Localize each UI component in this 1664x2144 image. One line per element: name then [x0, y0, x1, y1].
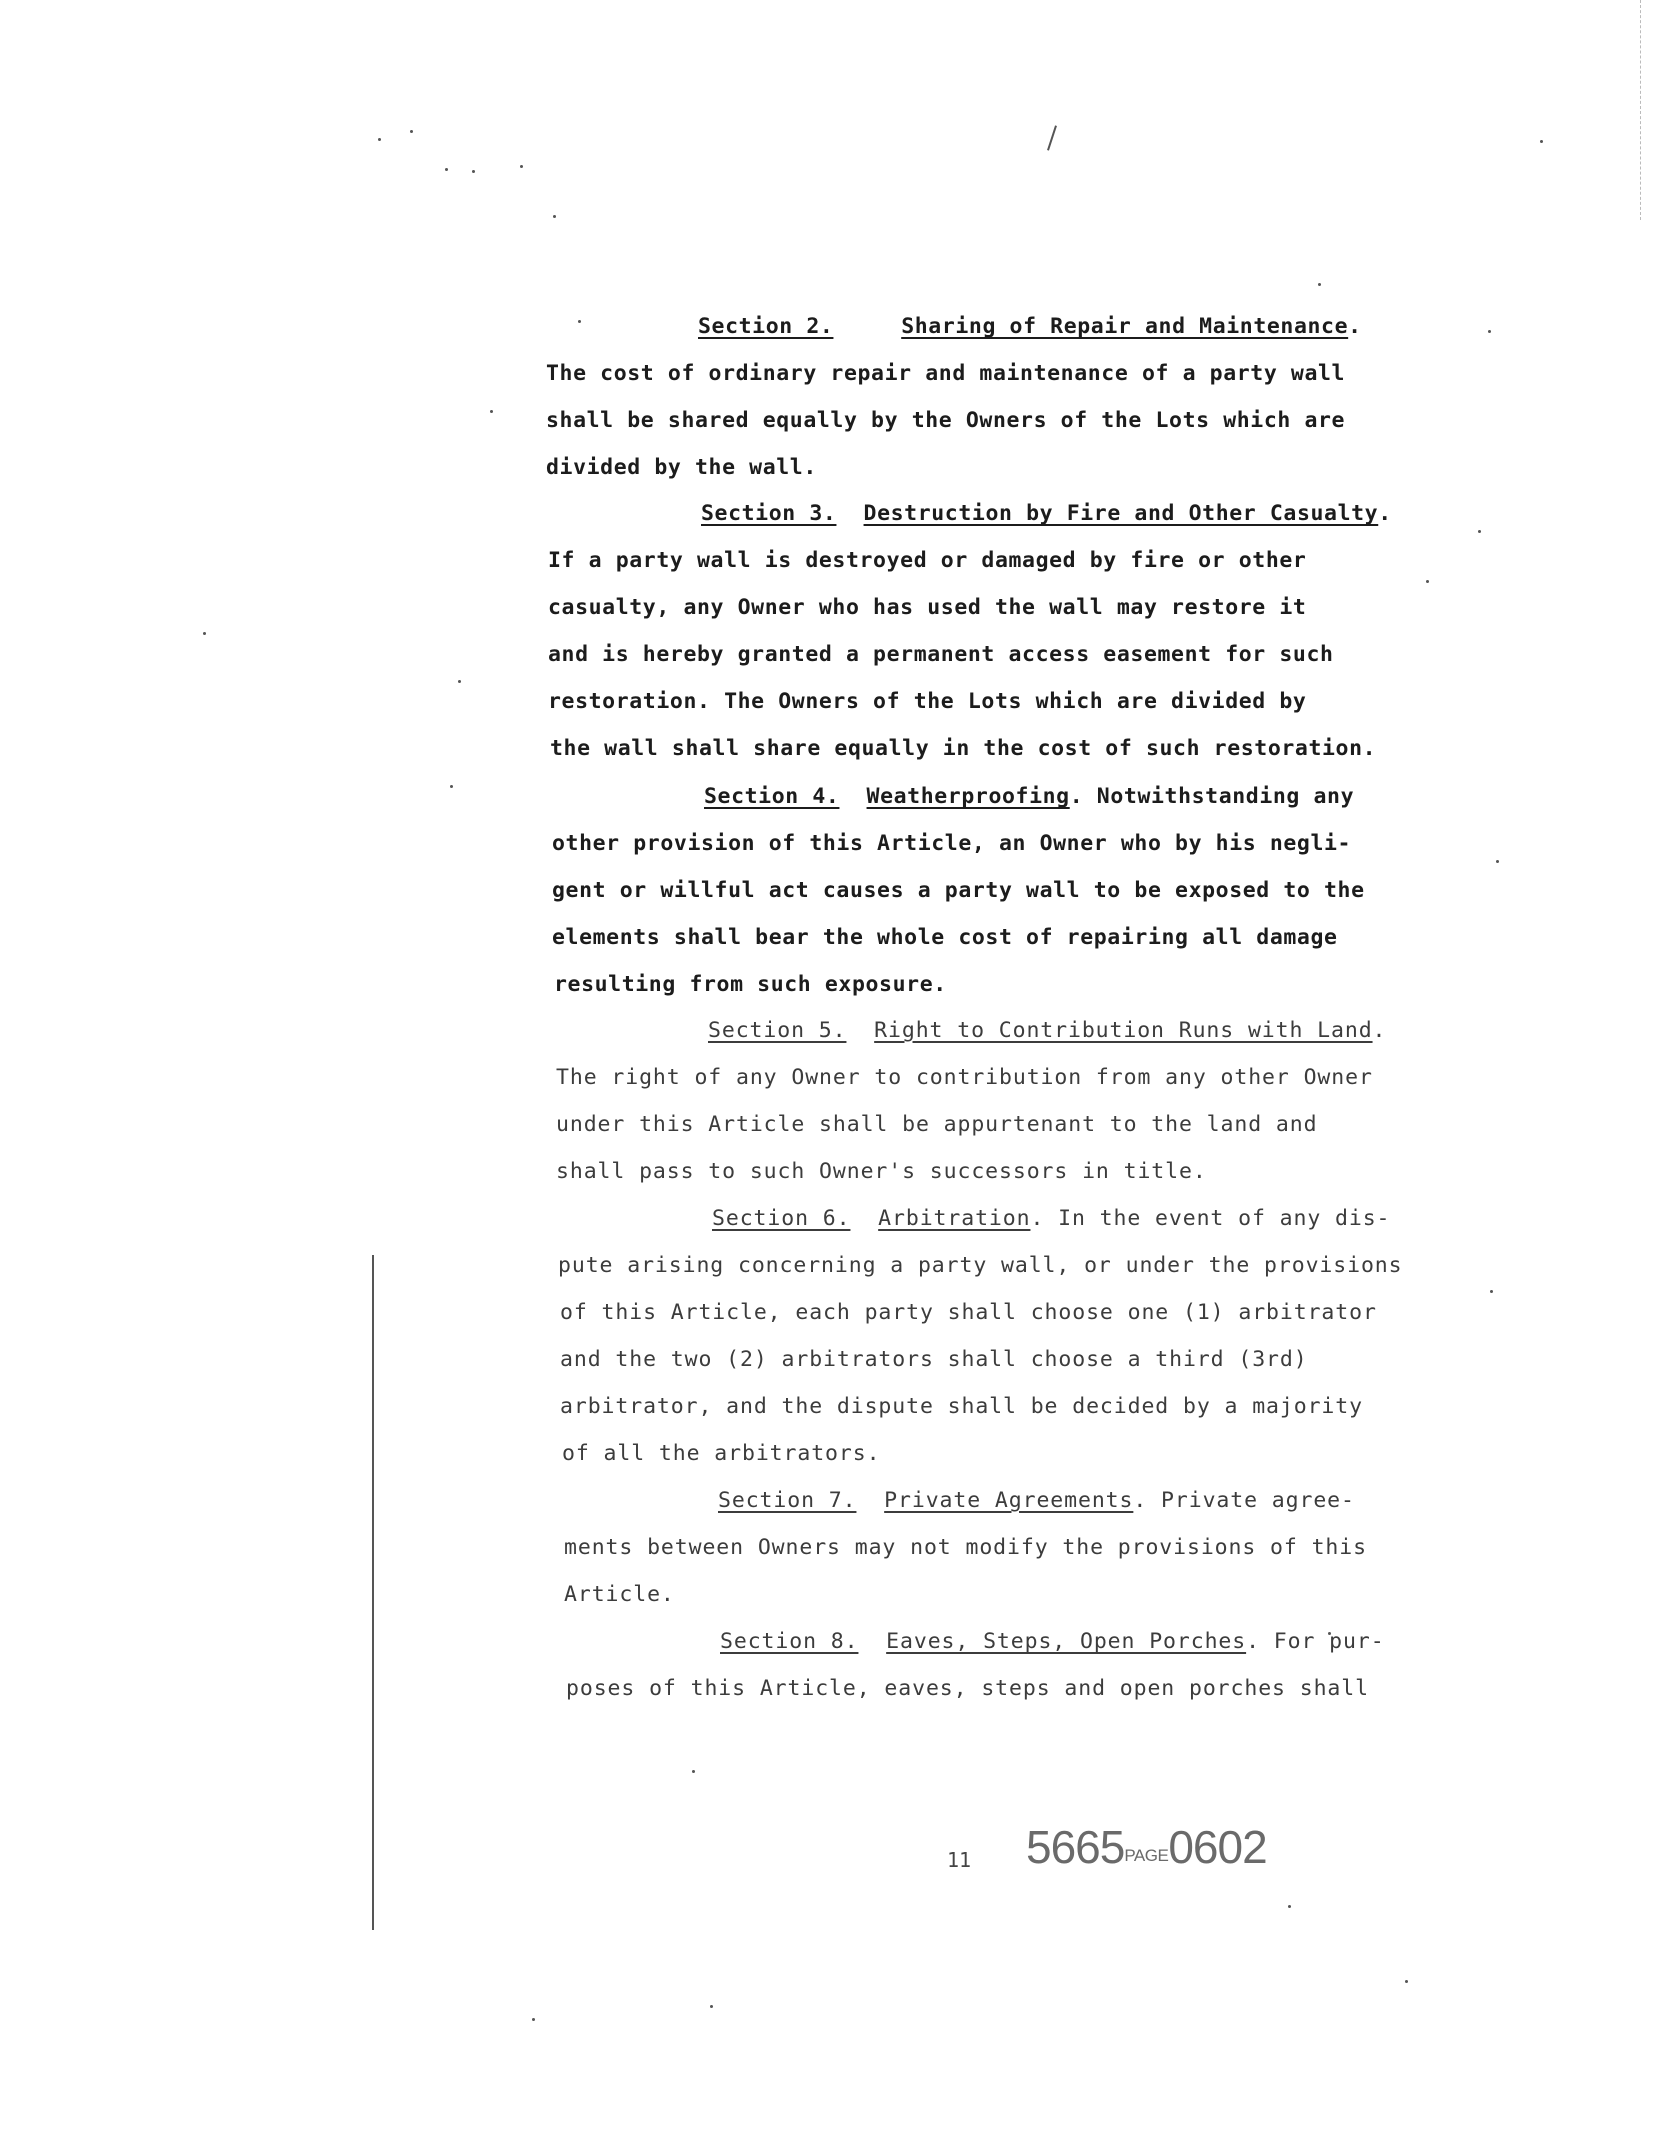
section-4-heading-rest: . Notwithstanding any	[1069, 784, 1355, 809]
section-7-line: Article.	[564, 1582, 675, 1607]
book-number: 5665	[1026, 1821, 1125, 1873]
section-5-line: under this Article shall be appurtenant to the land and	[556, 1112, 1318, 1137]
left-margin-rule	[372, 1255, 374, 1930]
speck	[578, 320, 581, 323]
section-3-line: the wall shall share equally in the cost of such restoration.	[550, 736, 1377, 761]
speck	[450, 785, 453, 788]
section-7-heading-rest: . Private agree-	[1133, 1488, 1355, 1513]
section-7-label: Section 7.	[718, 1488, 857, 1513]
speck	[378, 138, 381, 141]
section-3-line: and is hereby granted a permanent access easement for such	[548, 642, 1334, 667]
section-8-line: poses of this Article, eaves, steps and open porches shall	[566, 1676, 1369, 1701]
section-2-line: shall be shared equally by the Owners of the Lots which are	[546, 408, 1346, 433]
speck	[203, 632, 206, 635]
section-8-heading-rest: . For pur-	[1246, 1629, 1385, 1654]
section-4-line: resulting from such exposure.	[554, 972, 947, 997]
section-6-line: arbitrator, and the dispute shall be decided by a majority	[560, 1394, 1363, 1419]
speck	[553, 215, 556, 218]
pen-mark	[1047, 125, 1057, 150]
section-4-title: Weatherproofing	[866, 784, 1070, 809]
speck	[1488, 330, 1491, 333]
page-number: 11	[947, 1848, 972, 1872]
section-6-line: pute arising concerning a party wall, or under the provisions	[558, 1253, 1403, 1278]
section-7-heading	[718, 1486, 1355, 1516]
page-word: PAGE	[1124, 1846, 1169, 1865]
section-5-label: Section 5.	[708, 1018, 847, 1043]
section-5-line: shall pass to such Owner's successors in title.	[556, 1159, 1207, 1184]
section-3-line: restoration. The Owners of the Lots which are divided by	[548, 689, 1307, 714]
section-6-heading-rest: . In the event of any dis-	[1030, 1206, 1391, 1231]
speck	[1405, 1980, 1408, 1983]
section-2-line: divided by the wall.	[546, 455, 817, 480]
speck	[472, 170, 475, 173]
section-4-heading	[704, 782, 1354, 812]
speck	[1478, 530, 1481, 533]
speck	[1318, 283, 1321, 286]
recording-stamp	[1026, 1820, 1267, 1874]
section-6-line: of this Article, each party shall choose one (1) arbitrator	[560, 1300, 1377, 1325]
section-2-line: The cost of ordinary repair and maintenance of a party wall	[546, 361, 1346, 386]
section-8-title: Eaves, Steps, Open Porches	[886, 1629, 1247, 1654]
section-3-label: Section 3.	[701, 501, 837, 526]
speck	[1426, 580, 1429, 583]
speck	[692, 1770, 695, 1773]
speck	[445, 168, 448, 171]
section-4-line: other provision of this Article, an Owner who by his negli-	[552, 831, 1352, 856]
section-8-heading	[720, 1627, 1385, 1657]
section-4-label: Section 4.	[704, 784, 840, 809]
section-4-line: gent or willful act causes a party wall to be exposed to the	[552, 878, 1365, 903]
speck	[532, 2018, 535, 2021]
stamp-page-number: 0602	[1168, 1821, 1267, 1873]
speck	[458, 680, 461, 683]
speck	[1288, 1905, 1291, 1908]
section-3-title: Destruction by Fire and Other Casualty	[863, 501, 1379, 526]
section-2-title: Sharing of Repair and Maintenance	[901, 314, 1349, 339]
section-5-line: The right of any Owner to contribution from any other Owner	[556, 1065, 1373, 1090]
section-8-label: Section 8.	[720, 1629, 859, 1654]
speck	[410, 130, 413, 133]
section-2-label: Section 2.	[698, 314, 834, 339]
section-6-title: Arbitration	[878, 1206, 1031, 1231]
section-3-line: casualty, any Owner who has used the wall may restore it	[548, 595, 1307, 620]
section-3-line: If a party wall is destroyed or damaged by fire or other	[548, 548, 1307, 573]
speck	[1496, 860, 1499, 863]
section-6-label: Section 6.	[712, 1206, 851, 1231]
speck	[1540, 140, 1543, 143]
section-6-line: of all the arbitrators.	[562, 1441, 881, 1466]
scan-edge-line	[1640, 0, 1642, 220]
speck	[490, 410, 493, 413]
section-3-heading: Section 3. Destruction by Fire and Other Casualty.	[701, 501, 1392, 526]
speck	[520, 165, 523, 168]
speck	[710, 2005, 713, 2008]
section-5-heading: Section 5. Right to Contribution Runs with Land.	[708, 1018, 1387, 1043]
section-6-line: and the two (2) arbitrators shall choose a third (3rd)	[560, 1347, 1308, 1372]
section-4-line: elements shall bear the whole cost of repairing all damage	[552, 925, 1338, 950]
section-7-line: ments between Owners may not modify the provisions of this	[564, 1535, 1367, 1560]
section-2-heading: Section 2. Sharing of Repair and Maintenance.	[698, 314, 1362, 339]
speck	[1490, 1290, 1493, 1293]
section-7-title: Private Agreements	[884, 1488, 1134, 1513]
section-6-heading	[712, 1204, 1390, 1234]
section-5-title: Right to Contribution Runs with Land	[874, 1018, 1373, 1043]
